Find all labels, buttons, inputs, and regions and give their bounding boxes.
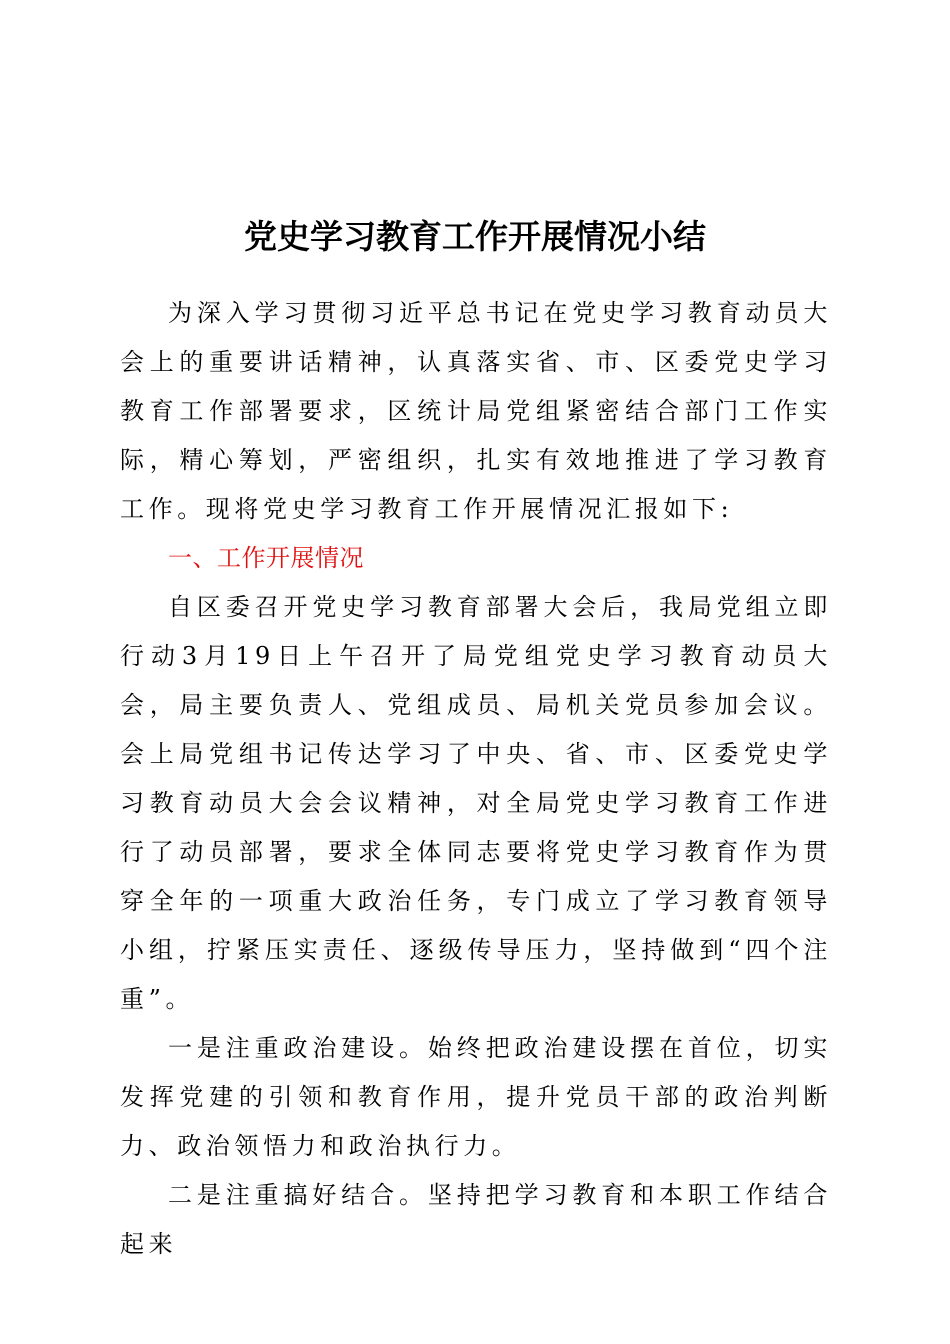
body-paragraph: 一是注重政治建设。始终把政治建设摆在首位，切实发挥党建的引领和教育作用，提升党员干部的政治判断力、政治领悟力和政治执行力。	[120, 1034, 832, 1160]
body-paragraph: 二是注重搞好结合。坚持把学习教育和本职工作结合起来	[120, 1181, 832, 1258]
section-heading: 一、工作开展情况	[168, 544, 364, 572]
intro-paragraph: 为深入学习贯彻习近平总书记在党史学习教育动员大会上的重要讲话精神，认真落实省、市、区委党史学习教育工作部署要求，区统计局党组紧密结合部门工作实际，精心筹划，严密组织，扎实有效地推进了学习教育工作。现将党史学习教育工作开展情况汇报如下:	[120, 299, 832, 523]
body-paragraph: 自区委召开党史学习教育部署大会后，我局党组立即行动3月19日上午召开了局党组党史学习教育动员大会，局主要负责人、党组成员、局机关党员参加会议。会上局党组书记传达学习了中央、省、市、区委党史学习教育动员大会会议精神，对全局党史学习教育工作进行了动员部署，要求全体同志要将党史学习教育作为贯穿全年的一项重大政治任务，专门成立了学习教育领导小组，拧紧压实责任、逐级传导压力，坚持做到“四个注重”。	[120, 593, 832, 1013]
document-title: 党史学习教育工作开展情况小结	[244, 217, 706, 256]
document-body	[120, 289, 832, 1269]
